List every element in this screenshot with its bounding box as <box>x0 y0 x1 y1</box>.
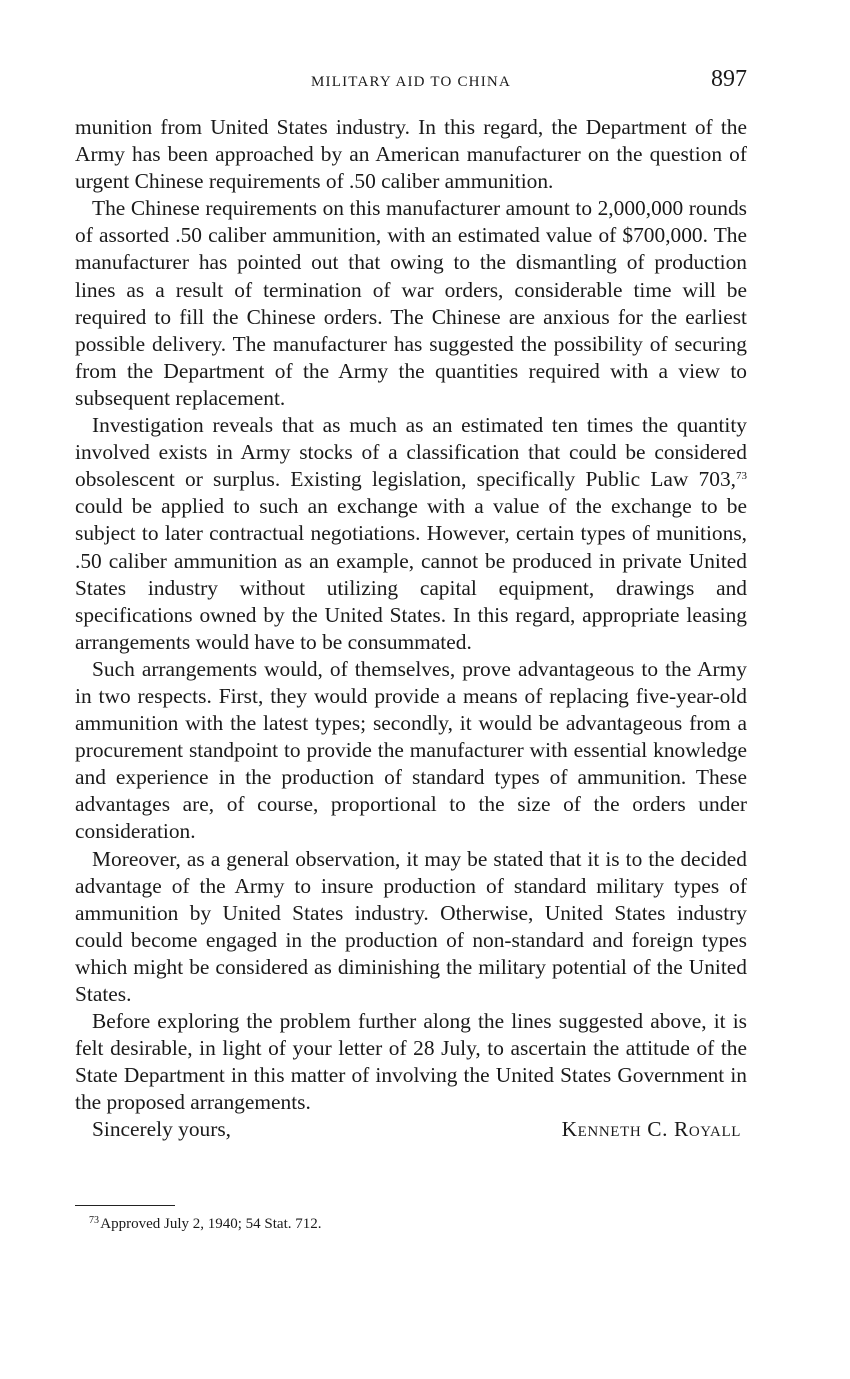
paragraph-continuation: munition from United States industry. In this regard, the Department of the Army has been approached by an American manufacturer on the question of urgent Chinese requirements of .50 caliber ammunition. <box>75 115 747 194</box>
paragraph-before-exploring: Before exploring the problem further along the lines suggested above, it is felt desirable, in light of your letter of 28 July, to ascertain the attitude of the State Department in this matter of involving the United States Government in the proposed arrangements. <box>75 1009 747 1115</box>
paragraph-arrangements: Such arrangements would, of themselves, prove advantageous to the Army in two respects. First, they would provide a means of replacing five-year-old ammunition with the latest types; secondly, it would be advantageous from a procurement standpoint to provide the manufacturer with essential knowledge and experience in the production of standard types of ammunition. These advantages are, of course, proportional to the size of the orders under consideration. <box>75 656 747 844</box>
paragraph-investigation <box>75 412 747 656</box>
signature: Kenneth C. Royall <box>561 1117 741 1142</box>
footnote-marker: 73 <box>89 1215 99 1226</box>
body-text <box>75 114 747 1144</box>
running-title: MILITARY AID TO CHINA <box>311 74 511 90</box>
paragraph-investigation-text-a: Investigation reveals that as much as an estimated ten times the quantity involved exists in Army stocks of a classification that could be considered obsolescent or surplus. Existing legislation, specifically Public Law 703, <box>75 413 747 492</box>
footnote-reference: 73 <box>736 470 747 483</box>
page-number: 897 <box>711 66 747 92</box>
paragraph-investigation-text-b: could be applied to such an exchange with a value of the exchange to be subject to later contractual negotiations. However, certain types of munitions, .50 caliber ammunition as an example, cannot be produced in private United States industry without utilizing capital equipment, drawings and specifications owned by the United States. In this regard, appropriate leasing arrangements would have to be consummated. <box>75 494 747 654</box>
footnote-divider <box>75 1205 175 1206</box>
footnote-text: Approved July 2, 1940; 54 Stat. 712. <box>100 1216 322 1232</box>
paragraph-chinese-requirements: The Chinese requirements on this manufacturer amount to 2,000,000 rounds of assorted .50 caliber ammunition, with an estimated value of $700,000. The manufacturer has pointed out that owing to the dismantling of production lines as a result of termination of war orders, considerable time will be required to fill the Chinese orders. The Chinese are anxious for the earliest possible delivery. The manufacturer has suggested the possibility of securing from the Department of the Army the quantities required with a view to subsequent replacement. <box>75 196 747 410</box>
running-head <box>75 66 747 100</box>
salutation: Sincerely yours, <box>92 1117 232 1142</box>
letter-closing <box>75 1116 747 1144</box>
footnote <box>89 1216 322 1233</box>
paragraph-general-observation: Moreover, as a general observation, it may be stated that it is to the decided advantage of the Army to insure production of standard military types of ammunition by United States industry. Otherwise, United States industry could become engaged in the production of non-standard and foreign types which might be considered as diminishing the military potential of the United States. <box>75 846 747 1006</box>
